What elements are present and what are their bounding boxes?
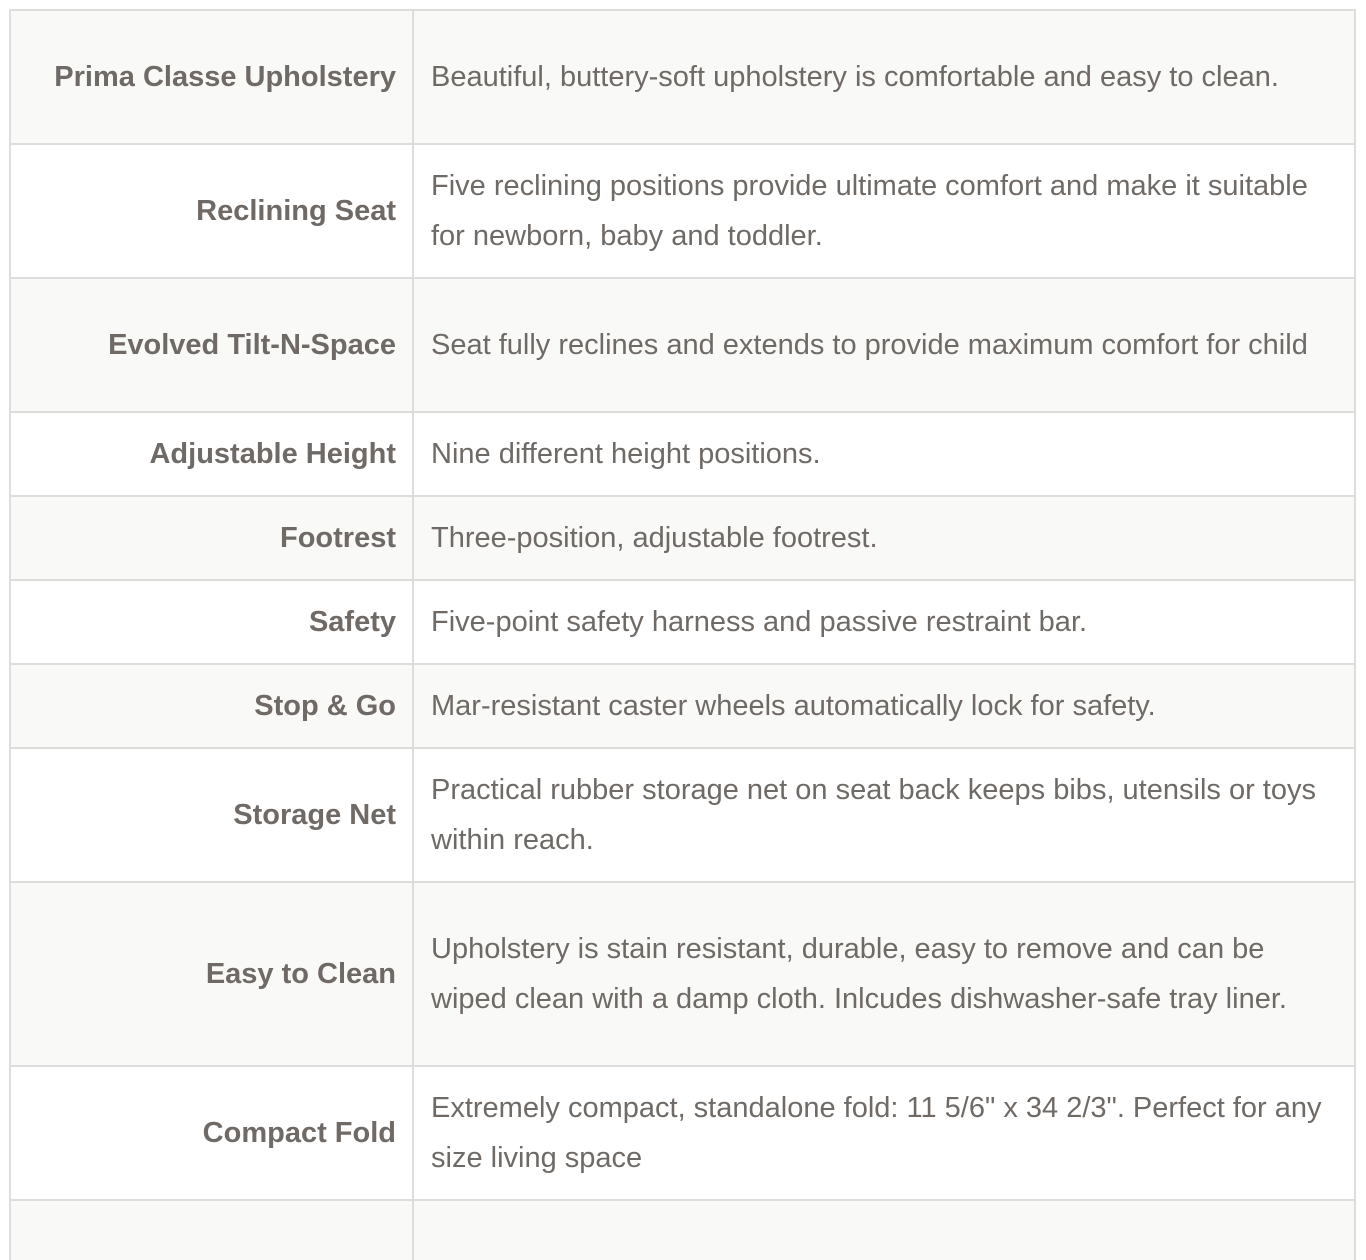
table-row [10,748,1355,882]
feature-label: Easy to Clean [10,882,413,1066]
table-row [10,496,1355,580]
table-row [10,1066,1355,1200]
table-row [10,144,1355,278]
feature-label-empty [10,1200,413,1260]
feature-label: Compact Fold [10,1066,413,1200]
feature-description: Upholstery is stain resistant, durable, easy to remove and can be wiped clean with a damp cloth. Inlcudes dishwasher-safe tray liner. [413,882,1355,1066]
feature-spec-table [9,9,1356,1260]
feature-label: Stop & Go [10,664,413,748]
feature-description: Practical rubber storage net on seat back keeps bibs, utensils or toys within reach. [413,748,1355,882]
feature-label: Storage Net [10,748,413,882]
table-row [10,664,1355,748]
feature-label: Evolved Tilt-N-Space [10,278,413,412]
table-row [10,580,1355,664]
feature-label: Safety [10,580,413,664]
feature-description: Nine different height positions. [413,412,1355,496]
feature-description: Five reclining positions provide ultimate comfort and make it suitable for newborn, baby and toddler. [413,144,1355,278]
table-row [10,278,1355,412]
feature-label: Adjustable Height [10,412,413,496]
feature-description: Mar-resistant caster wheels automatically lock for safety. [413,664,1355,748]
table-row [10,412,1355,496]
feature-label: Reclining Seat [10,144,413,278]
table-row-partial [10,1200,1355,1260]
feature-description: Beautiful, buttery-soft upholstery is comfortable and easy to clean. [413,10,1355,144]
feature-description: Extremely compact, standalone fold: 11 5/6" x 34 2/3". Perfect for any size living space [413,1066,1355,1200]
table-row [10,882,1355,1066]
feature-label: Prima Classe Upholstery [10,10,413,144]
feature-description: Three-position, adjustable footrest. [413,496,1355,580]
feature-label: Footrest [10,496,413,580]
table-row [10,10,1355,144]
feature-description-empty [413,1200,1355,1260]
feature-description: Five-point safety harness and passive restraint bar. [413,580,1355,664]
feature-description: Seat fully reclines and extends to provide maximum comfort for child [413,278,1355,412]
